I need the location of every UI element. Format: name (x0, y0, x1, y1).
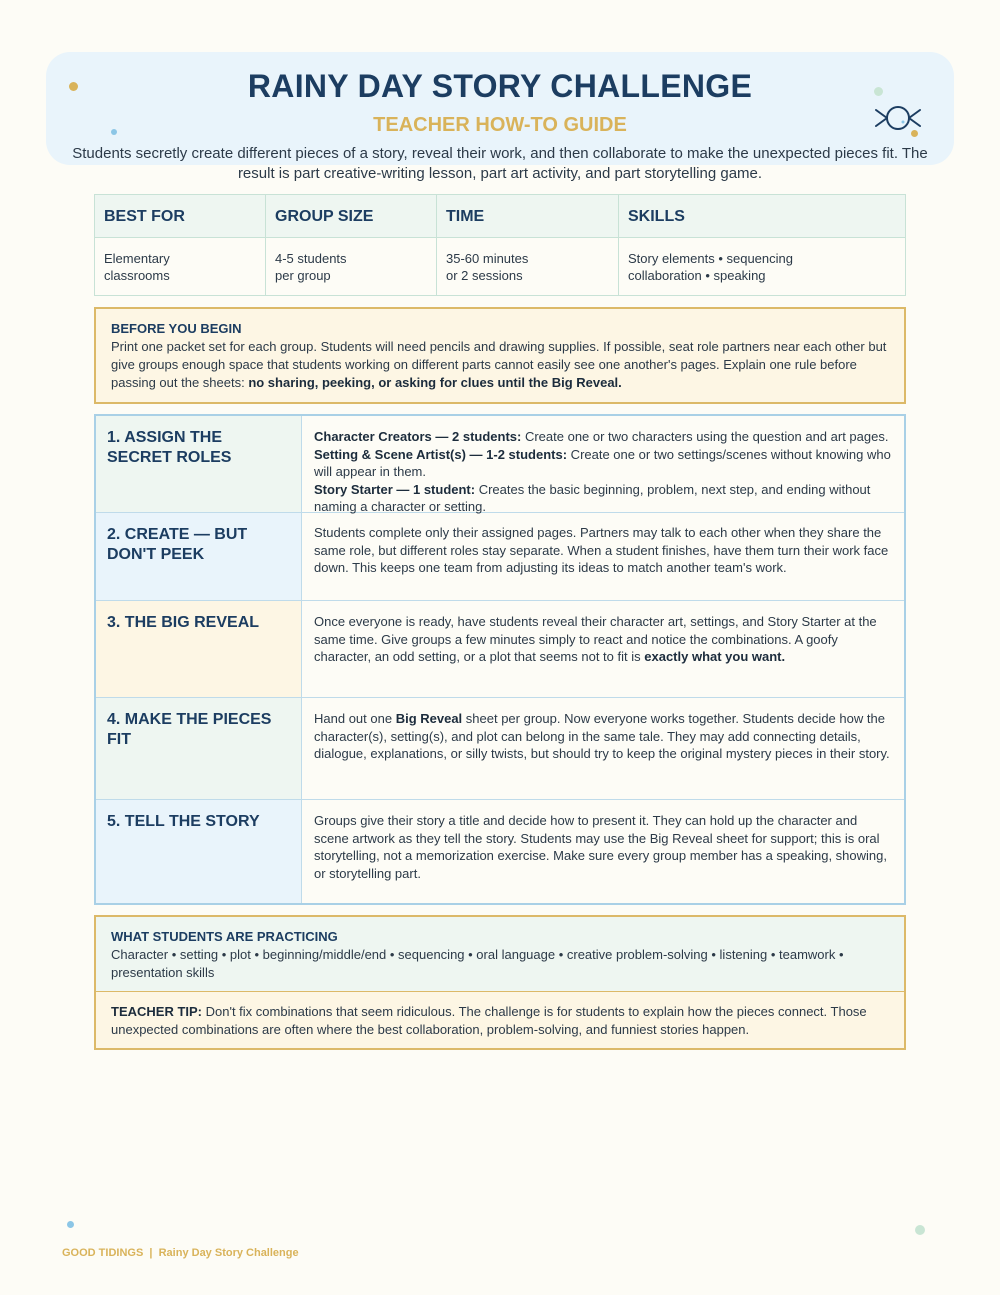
practicing-box (94, 915, 906, 992)
footer (62, 1247, 299, 1259)
overview-column (266, 195, 437, 295)
role-line (314, 481, 892, 516)
tip-text (111, 1003, 889, 1039)
page-subtitle: TEACHER HOW-TO GUIDE (373, 114, 627, 136)
overview-heading: TIME (437, 195, 618, 238)
step-title: 1. ASSIGN THE SECRET ROLES (96, 416, 302, 512)
decor-dot (915, 1225, 925, 1235)
overview-column (95, 195, 266, 295)
before-heading: BEFORE YOU BEGIN (111, 321, 242, 336)
step-emphasis: Big Reveal (395, 711, 463, 726)
step-emphasis: exactly what you want. (644, 649, 786, 665)
steps-table (94, 414, 906, 905)
step-body (302, 416, 904, 515)
role-line (314, 428, 892, 446)
footer-title: Rainy Day Story Challenge (158, 1247, 299, 1259)
role-label: Setting & Scene Artist(s) — 1-2 students: (314, 446, 568, 462)
step-title: 2. CREATE — BUT DON'T PEEK (96, 513, 302, 600)
before-rule: no sharing, peeking, or asking for clues until the Big Reveal. (248, 375, 622, 390)
overview-column (437, 195, 619, 295)
step-row (96, 800, 904, 903)
step-row (96, 698, 904, 800)
before-body: Print one packet set for each group. Students will need pencils and drawing supplies. If possible, seat role partners near each other but give groups enough space that students working on different parts cannot easily see one another's pages. Explain one rule before passing out the sheets: (111, 339, 887, 390)
step-text: sheet per group. Now everyone works together. Students decide how the character(s), setting(s), and plot can belong in the same tale. They may add connecting details, dialogue, explanations, or silly twists, but should try to keep the original mystery pieces in their story. (314, 711, 890, 762)
step-row (96, 513, 904, 601)
overview-heading: BEST FOR (95, 195, 265, 238)
role-text: Create one or two characters using the question and art pages. (521, 429, 889, 444)
overview-value: 35-60 minutes or 2 sessions (446, 251, 529, 283)
role-text: Creates the basic beginning, problem, next step, and ending without naming a character or setting. (314, 481, 871, 515)
step-body (302, 698, 904, 799)
intro-text: Students secretly create different pieces of a story, reveal their work, and then collaborate to make the unexpected pieces fit. The result is part creative-writing lesson, part art activity, and part storytelling game. (72, 145, 928, 182)
tip-label: TEACHER TIP: (111, 1004, 202, 1019)
overview-column (619, 195, 905, 295)
footer-brand: GOOD TIDINGS (62, 1247, 144, 1259)
step-text: Hand out one (314, 711, 396, 726)
practicing-heading: WHAT STUDENTS ARE PRACTICING (111, 929, 338, 944)
overview-value: 4-5 students per group (275, 251, 347, 283)
step-title: 3. THE BIG REVEAL (96, 601, 302, 697)
overview-heading: GROUP SIZE (266, 195, 436, 238)
role-line (314, 446, 892, 481)
overview-table (94, 194, 906, 296)
practicing-text: Character • setting • plot • beginning/middle/end • sequencing • oral language • creative problem-solving • listening • teamwork • presentation skills (111, 947, 844, 980)
step-text: Once everyone is ready, have students reveal their character art, settings, and Story Starter at the same time. Give groups a few minutes simply to react and notice the combinations. A goofy character, an odd setting, or a plot that seems not to fit is (314, 614, 877, 665)
step-row (96, 416, 904, 513)
step-title: 5. TELL THE STORY (96, 800, 302, 903)
role-label: Character Creators — 2 students: (314, 429, 522, 444)
before-text (111, 338, 889, 392)
role-label: Story Starter — 1 student: (314, 481, 476, 497)
decor-dot (67, 1221, 74, 1228)
footer-separator: | (149, 1247, 153, 1259)
step-body (302, 601, 904, 697)
overview-heading: SKILLS (619, 195, 905, 238)
step-title: 4. MAKE THE PIECES FIT (96, 698, 302, 799)
step-row (96, 601, 904, 698)
page-title: RAINY DAY STORY CHALLENGE (247, 68, 753, 104)
step-body: Groups give their story a title and decide how to present it. They can hold up the character and scene artwork as they tell the story. Students may use the Big Reveal sheet for support; this is oral storytelling, not a memorization exercise. Make sure every group member has a speaking, showing, or storytelling part. (314, 813, 887, 881)
role-text: Create one or two settings/scenes without knowing who will appear in them. (314, 446, 891, 480)
overview-value: Story elements • sequencing collaboration • speaking (628, 251, 793, 283)
step-body: Students complete only their assigned pages. Partners may talk to each other when they share the same role, but different roles stay separate. When a student finishes, have them turn their work face down. This keeps one team from adjusting its ideas to match another team's work. (314, 525, 889, 576)
tip-body: Don't fix combinations that seem ridiculous. The challenge is for students to explain how the pieces connect. Those unexpected combinations are often where the best collaboration, problem-solving, and funniest stories happen. (111, 1004, 867, 1037)
before-you-begin-box (94, 307, 906, 404)
teacher-tip-box (94, 991, 906, 1050)
overview-value: Elementary classrooms (104, 251, 170, 283)
